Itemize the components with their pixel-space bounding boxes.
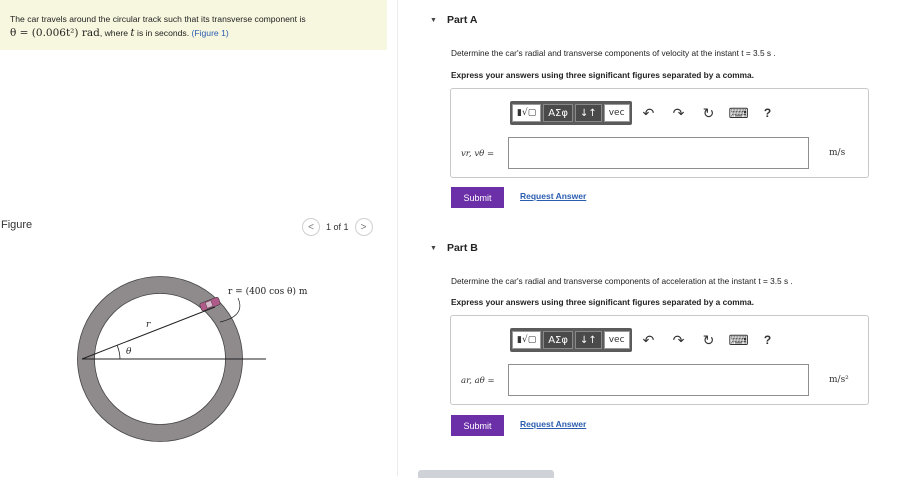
- part-b-instruction: Express your answers using three significant figures separated by a comma.: [451, 297, 754, 307]
- theta-label: θ: [126, 347, 132, 357]
- part-a-instruction: Express your answers using three significant figures separated by a comma.: [451, 70, 754, 80]
- panel-divider: [397, 0, 398, 476]
- part-a-answer-input[interactable]: [508, 137, 809, 169]
- part-b-answer-input[interactable]: [508, 364, 809, 396]
- problem-line-1: The car travels around the circular track such that its transverse component is: [10, 14, 306, 24]
- r-label: r: [146, 320, 151, 330]
- part-b-submit-button[interactable]: Submit: [451, 415, 504, 436]
- theta-arc: [117, 345, 120, 359]
- greek-button[interactable]: ΑΣφ: [543, 104, 573, 122]
- part-a-title: Part A: [446, 14, 478, 26]
- reset-icon[interactable]: ↻: [702, 331, 715, 348]
- part-b-variable-label: ar, aθ =: [461, 376, 495, 386]
- math-toolbar: [510, 328, 782, 352]
- equation-label: r = (400 cos θ) m: [228, 287, 308, 297]
- part-a-header[interactable]: [430, 14, 477, 26]
- vec-button[interactable]: vec: [604, 331, 630, 349]
- figure-pager: [302, 218, 373, 236]
- redo-icon[interactable]: ↷: [672, 331, 685, 348]
- bottom-scroll-bar[interactable]: [418, 470, 554, 478]
- part-b-header[interactable]: [430, 242, 478, 254]
- arrows-button[interactable]: ↓↑: [575, 331, 602, 349]
- part-a-variable-label: vr, vθ =: [461, 149, 495, 159]
- collapse-caret-icon[interactable]: ▼: [430, 16, 437, 24]
- part-b-question: Determine the car's radial and transverse components of acceleration at the instant t = 3.5 s .: [451, 276, 793, 286]
- theta-expression: θ = (0.006t²) rad: [10, 27, 100, 39]
- t-variable: t: [130, 27, 135, 39]
- math-toolbar: [510, 101, 782, 125]
- undo-icon[interactable]: ↶: [642, 104, 655, 121]
- greek-button[interactable]: ΑΣφ: [543, 331, 573, 349]
- part-b-request-answer-link[interactable]: Request Answer: [520, 419, 587, 429]
- part-b-answer-box: [450, 315, 869, 405]
- problem-text-mid: , where: [99, 28, 131, 38]
- keyboard-icon[interactable]: ⌨: [728, 331, 749, 348]
- templates-button[interactable]: ▮√▢: [512, 104, 541, 122]
- keyboard-icon[interactable]: ⌨: [728, 104, 749, 121]
- part-a-answer-box: [450, 88, 869, 178]
- redo-icon[interactable]: ↷: [672, 104, 685, 121]
- part-a-submit-button[interactable]: Submit: [451, 187, 504, 208]
- part-a-question: Determine the car's radial and transverse components of velocity at the instant t = 3.5 s .: [451, 48, 776, 58]
- arrows-button[interactable]: ↓↑: [575, 104, 602, 122]
- reset-icon[interactable]: ↻: [702, 104, 715, 121]
- toolbar-group: [510, 328, 632, 352]
- figure-link[interactable]: (Figure 1): [191, 28, 229, 38]
- templates-button[interactable]: ▮√▢: [512, 331, 541, 349]
- help-button[interactable]: ?: [763, 333, 772, 347]
- track-figure: [70, 270, 308, 455]
- vec-button[interactable]: vec: [604, 104, 630, 122]
- problem-line-2: [10, 26, 387, 40]
- collapse-caret-icon[interactable]: ▼: [430, 244, 437, 252]
- help-button[interactable]: ?: [763, 106, 772, 120]
- figure-count: 1 of 1: [326, 222, 349, 232]
- undo-icon[interactable]: ↶: [642, 331, 655, 348]
- toolbar-group: [510, 101, 632, 125]
- problem-text-end: is in seconds.: [134, 28, 192, 38]
- prev-figure-button[interactable]: <: [302, 218, 320, 236]
- part-b-unit: m/s²: [829, 375, 849, 385]
- figure-label: Figure: [1, 219, 33, 231]
- part-a-request-answer-link[interactable]: Request Answer: [520, 191, 587, 201]
- next-figure-button[interactable]: >: [355, 218, 373, 236]
- part-a-unit: m/s: [829, 148, 846, 158]
- part-b-title: Part B: [446, 242, 478, 254]
- problem-statement: [0, 0, 387, 50]
